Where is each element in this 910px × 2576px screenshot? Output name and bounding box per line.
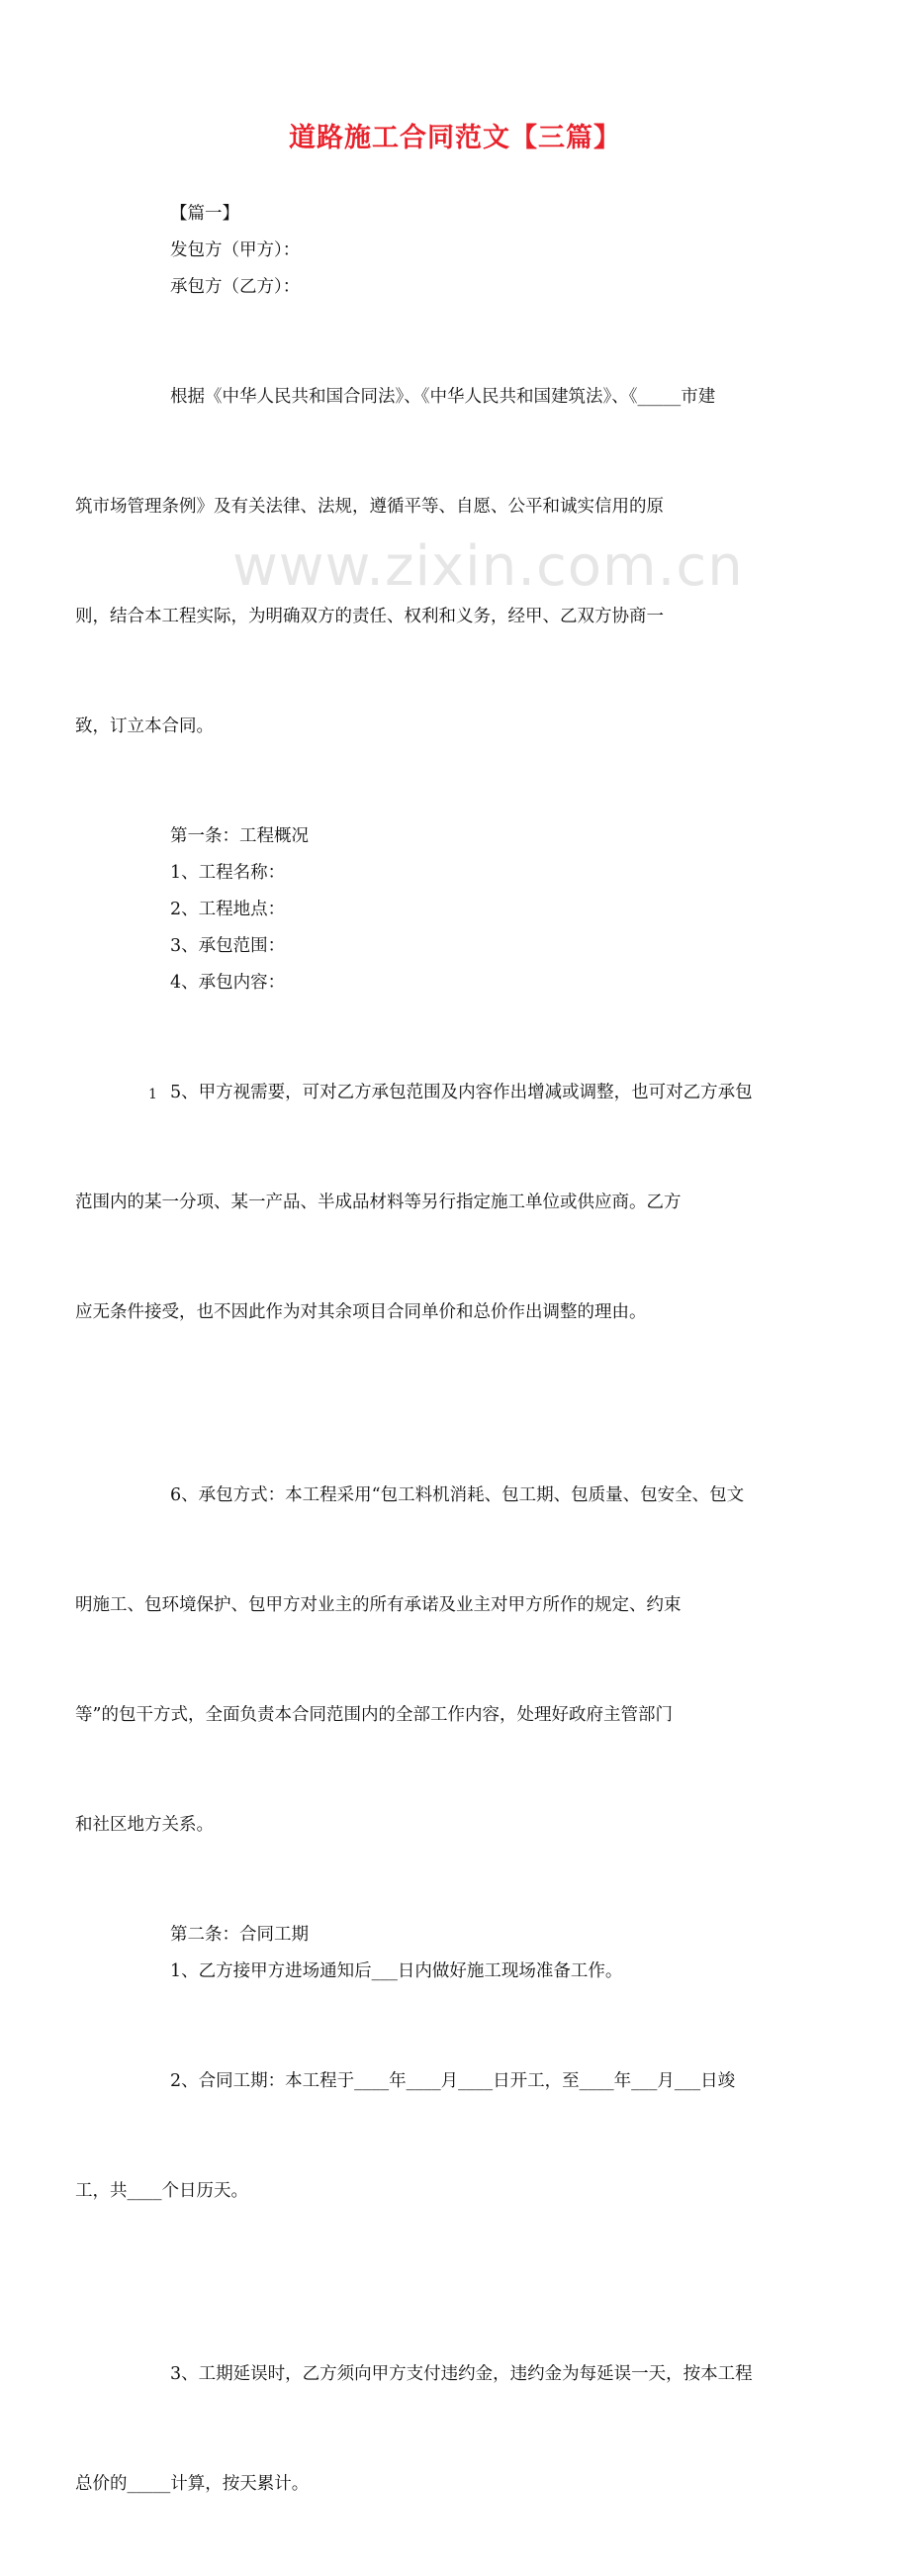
article-1-item-4: 4、承包内容： — [170, 973, 286, 993]
article-1-item-6 — [75, 1404, 778, 1917]
intro-line: 根据《中华人民共和国合同法》、《中华人民共和国建筑法》、《_____市建 — [170, 387, 716, 407]
a2-item-2-line: 工，共____个日历天。 — [75, 2181, 248, 2201]
article-1-heading: 第一条：工程概况 — [170, 826, 309, 846]
item-5-line: 5、甲方视需要，可对乙方承包范围及内容作出增减或调整，也可对乙方承包 — [170, 1083, 753, 1102]
article-1-item-3: 3、承包范围： — [170, 936, 286, 956]
item-5-line: 应无条件接受，也不因此作为对其余项目合同单价和总价作出调整的理由。 — [75, 1302, 647, 1322]
article-1-item-2: 2、工程地点： — [170, 900, 286, 919]
item-6-line: 明施工、包环境保护、包甲方对业主的所有承诺及业主对甲方所作的规定、约束 — [75, 1595, 682, 1615]
a2-item-3-line: 总价的_____计算，按天累计。 — [75, 2474, 310, 2494]
item-6-line: 等”的包干方式，全面负责本合同范围内的全部工作内容，处理好政府主管部门 — [75, 1705, 673, 1725]
article-2-item-2 — [75, 1990, 778, 2283]
document-body — [75, 196, 778, 2576]
item-6-line: 6、承包方式：本工程采用“包工料机消耗、包工期、包质量、包安全、包文 — [170, 1485, 745, 1505]
intro-line: 致，订立本合同。 — [75, 716, 214, 736]
item-5-line: 范围内的某一分项、某一产品、半成品材料等另行指定施工单位或供应商。乙方 — [75, 1193, 682, 1212]
intro-line: 则，结合本工程实际，为明确双方的责任、权利和义务，经甲、乙双方协商一 — [75, 607, 664, 626]
item-6-line: 和社区地方关系。 — [75, 1815, 214, 1835]
watermark: www.zixin.com.cn — [232, 534, 744, 599]
section-heading: 【篇一】 — [170, 204, 239, 224]
article-2-heading: 第二条：合同工期 — [170, 1925, 309, 1945]
party-b-line: 承包方（乙方）： — [170, 277, 301, 297]
article-2-item-1: 1、乙方接甲方进场通知后___日内做好施工现场准备工作。 — [170, 1961, 623, 1981]
party-a-line: 发包方（甲方）： — [170, 240, 301, 260]
intro-paragraph — [75, 306, 778, 818]
page-number: 1 — [148, 1087, 157, 1102]
article-1-item-1: 1、工程名称： — [170, 863, 286, 883]
a2-item-2-line: 2、合同工期：本工程于____年____月____日开工，至____年___月___日竣 — [170, 2071, 736, 2091]
article-2-item-3 — [75, 2283, 778, 2576]
a2-item-3-line: 3、工期延误时，乙方须向甲方支付违约金，违约金为每延误一天，按本工程 — [170, 2364, 753, 2384]
article-1-item-5 — [75, 1002, 778, 1404]
document-title: 道路施工合同范文【三篇】 — [289, 123, 621, 153]
intro-line: 筑市场管理条例》及有关法律、法规，遵循平等、自愿、公平和诚实信用的原 — [75, 497, 664, 517]
